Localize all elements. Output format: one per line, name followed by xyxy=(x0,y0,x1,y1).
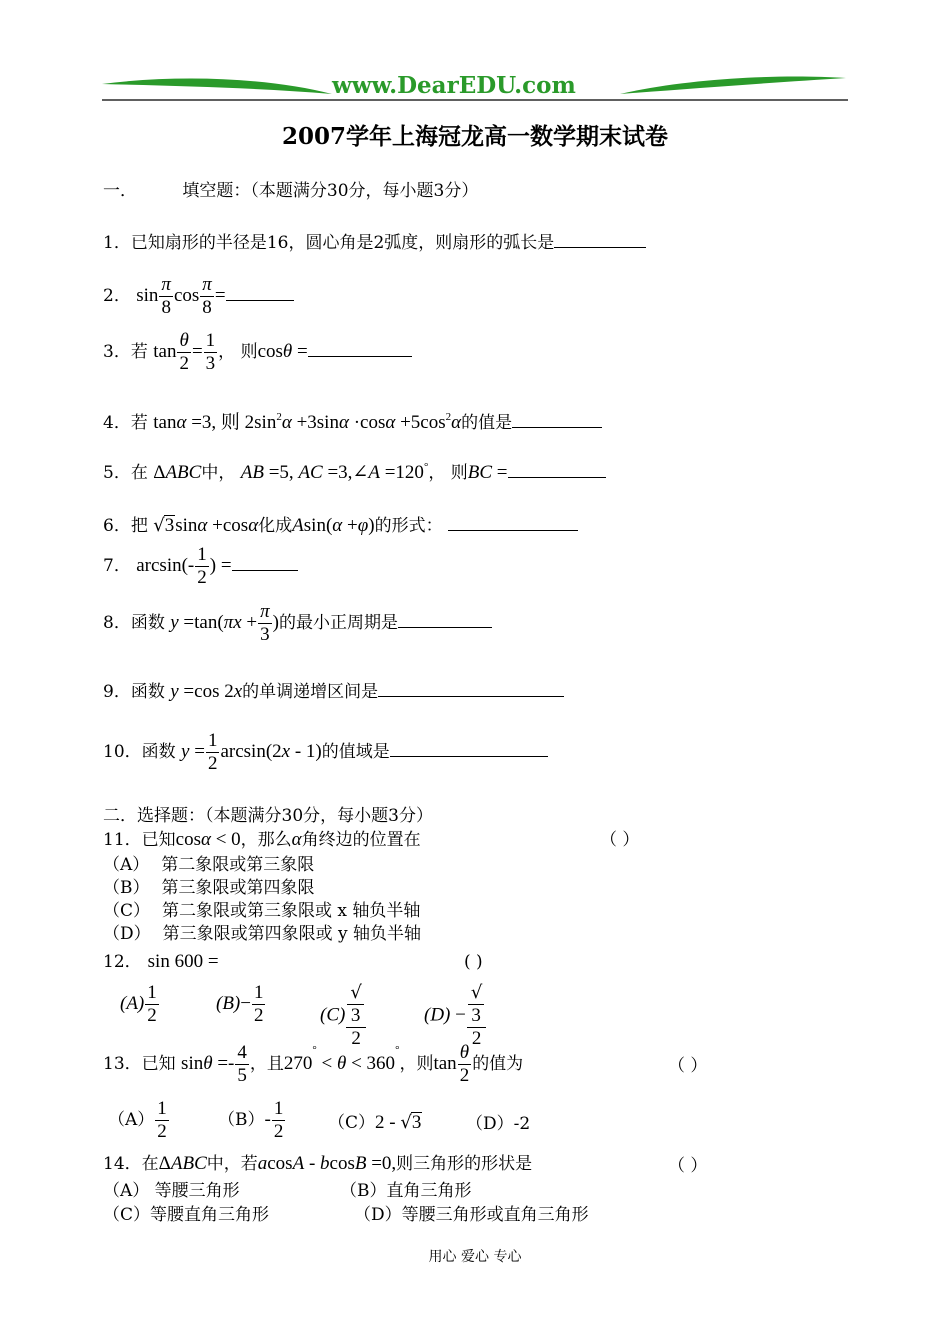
question-1 xyxy=(103,229,646,253)
q14-number: 14． xyxy=(103,1154,142,1174)
q10-number: 10． xyxy=(103,741,142,762)
q1-text: 已知扇形的半径是16，圆心角是2弧度，则扇形的弧长是 xyxy=(130,233,555,253)
q6-answer-blank[interactable] xyxy=(448,512,578,531)
q11-option-a-key: （A） xyxy=(103,855,150,875)
q13-option-c-value: 2 - √3 xyxy=(375,1112,422,1133)
question-12 xyxy=(103,952,219,972)
q11-suffix: 角终边的位置在 xyxy=(301,830,421,850)
q13-suffix: 的值为 xyxy=(472,1053,524,1074)
q13-option-c[interactable] xyxy=(328,1112,422,1133)
q13-option-b[interactable]: （B）- $\frac{1}{2}$ xyxy=(218,1098,284,1142)
question-5 xyxy=(103,459,606,483)
q13-mid2: ，则 xyxy=(399,1053,434,1074)
question-10 xyxy=(103,730,548,775)
q8-pre: 函数 xyxy=(130,612,165,633)
q4-expression: tanα =3, 则 $2\sin^2\alpha +3\sin\alpha \cdot\cos\alpha +5\cos^2\alpha$ xyxy=(153,411,462,433)
q11-option-a-text: 第二象限或第三象限 xyxy=(161,855,315,875)
q12-answer-parens[interactable]: ( ) xyxy=(464,952,483,972)
q11-option-d-key: （D） xyxy=(103,924,151,944)
q11-condition: cosα < 0 xyxy=(175,829,241,850)
q5-number: 5． xyxy=(103,463,131,483)
site-logo-text: www.DearEDU.com xyxy=(332,72,576,99)
q11-option-b[interactable] xyxy=(103,876,315,900)
q11-option-c-text: 第二象限或第三象限或 x 轴负半轴 xyxy=(162,901,421,921)
q13-option-b-key: （B） xyxy=(218,1110,265,1130)
page-footer: 用心 爱心 专心 xyxy=(428,1249,522,1265)
question-9 xyxy=(103,678,564,702)
q11-pre: 已知 xyxy=(141,830,176,850)
question-8 xyxy=(103,601,492,646)
q3-pre: 若 xyxy=(130,341,148,362)
q5-answer-blank[interactable] xyxy=(508,459,606,478)
q2-number: 2． xyxy=(103,285,131,306)
q13-range: 270° < θ < 360° xyxy=(283,1044,400,1074)
q8-suffix: 的最小正周期是 xyxy=(278,612,398,633)
q9-suffix: 的单调递增区间是 xyxy=(242,682,379,702)
q14-answer-parens[interactable]: （ ） xyxy=(668,1156,708,1176)
q5-mid2: ， 则 xyxy=(428,463,468,483)
q8-expression: y =tan(πx + $\frac{\pi}{3}$ ) xyxy=(170,601,279,645)
q12-option-a-value: $\frac{1}{2}$ xyxy=(147,982,157,1026)
question-13 xyxy=(103,1042,523,1087)
q12-option-a[interactable] xyxy=(120,982,160,1027)
header-banner xyxy=(100,70,850,104)
q3-answer-blank[interactable] xyxy=(308,338,412,357)
q3-number: 3． xyxy=(103,341,131,362)
q14-triangle: ΔABC xyxy=(158,1153,207,1174)
question-6 xyxy=(103,512,578,536)
q12-option-c-value: √ 3 2 xyxy=(346,982,365,1050)
q6-expression: √3sinα +cosα xyxy=(153,515,259,536)
q14-option-b[interactable]: （B）直角三角形 xyxy=(340,1181,472,1201)
question-11 xyxy=(103,830,421,850)
q13-option-a-key: （A） xyxy=(108,1110,155,1130)
q12-option-d[interactable]: (D) − √ 3 2 xyxy=(424,982,487,1050)
q2-answer-blank[interactable] xyxy=(226,282,294,301)
q10-expression: y = $\frac{1}{2}$ arcsin(2x - 1) xyxy=(181,730,322,774)
q7-answer-blank[interactable] xyxy=(232,552,298,571)
q8-number: 8． xyxy=(103,612,131,633)
q5-conditions: AB =5, AC =3,∠A =120° xyxy=(240,461,429,483)
q7-number: 7． xyxy=(103,555,131,576)
q5-target: BC = xyxy=(467,462,508,483)
q13-number: 13． xyxy=(103,1053,142,1074)
q9-answer-blank[interactable] xyxy=(378,678,564,697)
q12-option-b-key: (B) xyxy=(216,993,241,1014)
q11-option-a[interactable] xyxy=(103,853,314,877)
q14-option-a[interactable]: （A） 等腰三角形 xyxy=(103,1181,240,1201)
question-4 xyxy=(103,409,602,433)
q14-pre: 在 xyxy=(141,1154,159,1174)
q13-option-a-value: $\frac{1}{2}$ xyxy=(157,1098,167,1142)
q11-answer-parens[interactable]: （ ） xyxy=(600,830,640,850)
q12-expression: sin 600 = xyxy=(147,951,219,972)
q12-option-a-key: (A) xyxy=(120,993,145,1014)
q4-suffix: 的值是 xyxy=(461,413,513,433)
q11-alpha: α xyxy=(291,829,302,850)
q1-answer-blank[interactable] xyxy=(554,229,646,248)
q12-number: 12． xyxy=(103,952,142,972)
q14-option-c[interactable]: （C）等腰直角三角形 xyxy=(103,1205,270,1225)
q5-triangle: ΔABC xyxy=(153,462,202,483)
q6-pre: 把 xyxy=(130,516,148,536)
question-2 xyxy=(103,274,294,319)
q4-pre: 若 xyxy=(130,413,148,433)
q3-mid: ， 则 xyxy=(218,341,258,362)
q12-option-d-key: (D) xyxy=(424,1004,451,1026)
question-7 xyxy=(103,544,298,589)
q9-expression: y =cos 2x xyxy=(170,681,243,702)
section2-heading: 二．选择题：（本题满分30分，每小题3分） xyxy=(103,806,433,826)
q13-answer-parens[interactable]: （ ） xyxy=(668,1056,708,1076)
q13-mid: ，且 xyxy=(249,1053,284,1074)
q13-condition: sinθ =- $\frac{4}{5}$ xyxy=(181,1042,247,1086)
q10-pre: 函数 xyxy=(141,741,176,762)
q11-option-c-key: （C） xyxy=(103,901,151,921)
q13-option-b-value: $\frac{1}{2}$ xyxy=(273,1098,284,1142)
q14-option-d[interactable]: （D）等腰三角形或直角三角形 xyxy=(354,1205,589,1225)
q11-option-d[interactable] xyxy=(103,922,421,946)
q11-number: 11． xyxy=(103,830,142,850)
q9-number: 9． xyxy=(103,682,131,702)
q12-option-c[interactable] xyxy=(320,982,367,1050)
page-title: 2007学年上海冠龙高一数学期末试卷 xyxy=(281,123,668,150)
q4-number: 4． xyxy=(103,413,131,433)
q11-option-d-text: 第三象限或第四象限或 y 轴负半轴 xyxy=(162,924,422,944)
q6-form: Asin(α +φ) xyxy=(292,515,375,536)
q12-option-d-value: √ 3 2 xyxy=(467,982,486,1050)
q6-suffix: 的形式： xyxy=(374,516,443,536)
q12-option-b[interactable]: (B)− $\frac{1}{2}$ xyxy=(216,982,264,1026)
q3-expression: tan $\frac{\theta}{2}$ = $\frac{1}{3}$ xyxy=(153,330,216,374)
q12-option-b-value: $\frac{1}{2}$ xyxy=(253,982,264,1026)
q10-suffix: 的值域是 xyxy=(321,741,390,762)
q1-number: 1． xyxy=(103,233,131,253)
section1-heading xyxy=(103,181,478,201)
q13-target: tan $\frac{\theta}{2}$ xyxy=(433,1042,470,1086)
q9-pre: 函数 xyxy=(130,682,165,702)
q6-number: 6． xyxy=(103,516,131,536)
question-14 xyxy=(103,1154,532,1174)
section1-label: 填空题：（本题满分30分，每小题3分） xyxy=(182,181,479,201)
q11-option-b-text: 第三象限或第四象限 xyxy=(161,878,315,898)
q11-option-b-key: （B） xyxy=(103,878,150,898)
question-3 xyxy=(103,330,412,375)
q13-pre: 已知 xyxy=(141,1053,176,1074)
q12-option-c-key: (C) xyxy=(320,1004,346,1026)
q5-mid: 中， xyxy=(201,463,236,483)
q13-option-a[interactable] xyxy=(108,1098,170,1143)
q2-expression: sin $\frac{\pi}{8}$ cos $\frac{\pi}{8}$ = xyxy=(136,274,226,318)
q7-expression: arcsin(- $\frac{1}{2}$ ) = xyxy=(136,544,232,588)
q13-option-d[interactable]: （D）-2 xyxy=(466,1114,531,1134)
q14-condition: acosA - bcosB =0, xyxy=(257,1153,397,1174)
q6-mid: 化成 xyxy=(258,516,293,536)
q11-mid: ，那么 xyxy=(240,830,292,850)
q3-target: cosθ = xyxy=(257,340,308,362)
q14-suffix: 则三角形的形状是 xyxy=(396,1154,533,1174)
q13-option-c-key: （C） xyxy=(328,1113,376,1133)
q14-mid: 中，若 xyxy=(206,1154,258,1174)
q5-pre: 在 xyxy=(130,463,148,483)
q8-answer-blank[interactable] xyxy=(398,609,492,628)
section1-number: 一． xyxy=(103,181,137,201)
q11-option-c[interactable] xyxy=(103,899,420,923)
q10-answer-blank[interactable] xyxy=(390,738,548,757)
q4-answer-blank[interactable] xyxy=(512,409,602,428)
